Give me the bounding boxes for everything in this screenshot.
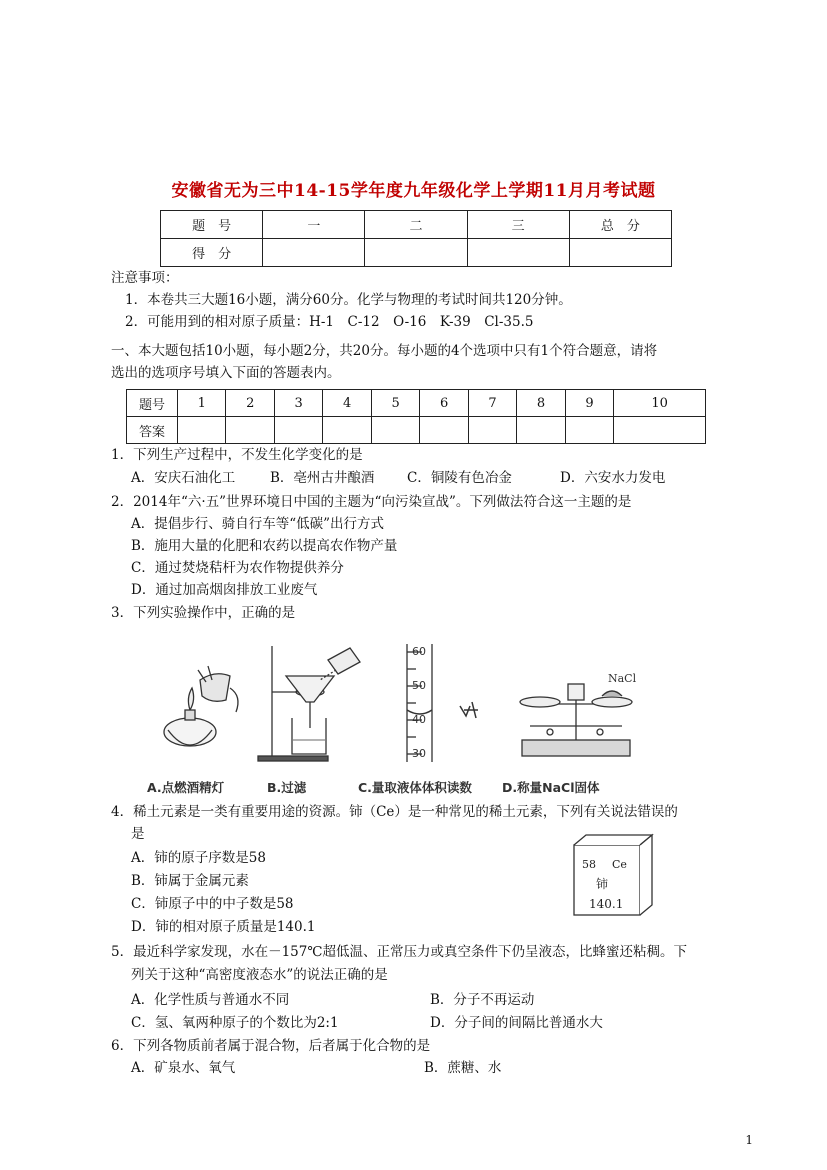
q6-option-a: A．矿泉水、氧气 (131, 1060, 236, 1076)
answer-input-cell[interactable] (517, 417, 565, 444)
answer-input-cell[interactable] (178, 417, 226, 444)
element-mass: 140.1 (589, 897, 624, 911)
cylinder-tick-40: 40 (412, 713, 426, 726)
q2-option-a: A．提倡步行、骑自行车等“低碳”出行方式 (131, 516, 385, 532)
alcohol-lamp-illustration (164, 666, 238, 746)
element-name: 铈 (596, 877, 609, 891)
answer-number: 3 (274, 390, 322, 417)
note-2: 2．可能用到的相对原子质量：H-1 C-12 O-16 K-39 Cl-35.5 (125, 314, 534, 330)
answer-table-row (127, 417, 706, 444)
cylinder-tick-50: 50 (412, 679, 426, 692)
q5-option-c: C．氢、氧两种原子的个数比为2:1 (131, 1015, 339, 1031)
graduated-cylinder-illustration (407, 644, 478, 762)
score-table-header-row (161, 211, 672, 239)
answer-input-cell[interactable] (323, 417, 371, 444)
score-cell: 题 号 (161, 211, 263, 239)
caption-a: A.点燃酒精灯 (147, 780, 225, 795)
score-row-label: 得 分 (161, 239, 263, 267)
answer-header-label: 题号 (127, 390, 178, 417)
page-number: 1 (745, 1133, 753, 1147)
answer-input-cell[interactable] (565, 417, 613, 444)
q4-option-b: B．铈属于金属元素 (131, 873, 249, 889)
answer-number: 8 (517, 390, 565, 417)
score-table-row (161, 239, 672, 267)
q5-stem-line1: 5．最近科学家发现，水在－157℃超低温、正常压力或真空条件下仍呈液态，比蜂蜜还粘稠。下 (111, 944, 687, 960)
section1-line2: 选出的选项序号填入下面的答题表内。 (111, 365, 341, 381)
q4-option-c: C．铈原子中的中子数是58 (131, 896, 294, 912)
exam-title: 安徽省无为三中14-15学年度九年级化学上学期11月月考试题 (171, 181, 656, 201)
cylinder-tick-30: 30 (412, 747, 426, 760)
q4-option-d: D．铈的相对原子质量是140.1 (131, 919, 316, 935)
balance-illustration (520, 684, 632, 756)
q2-option-c: C．通过焚烧秸杆为农作物提供养分 (131, 560, 344, 576)
answer-table-header-row (127, 390, 706, 417)
q1-option-b: B．亳州古井酿酒 (270, 470, 375, 486)
lab-operations-figure (147, 640, 640, 798)
answer-number: 5 (371, 390, 419, 417)
q1-option-a: A．安庆石油化工 (131, 470, 236, 486)
element-symbol: Ce (612, 858, 627, 871)
answer-number: 1 (178, 390, 226, 417)
element-atomic-number: 58 (582, 858, 596, 871)
caption-c: C.量取液体体积读数 (358, 780, 472, 795)
q4-stem-line2: 是 (131, 826, 145, 842)
element-cell-cerium (570, 833, 656, 917)
answer-number: 10 (614, 390, 706, 417)
nacl-label: NaCl (608, 672, 637, 685)
answer-table (126, 389, 706, 444)
caption-b: B.过滤 (267, 780, 307, 795)
q5-option-d: D．分子间的间隔比普通水大 (430, 1015, 603, 1031)
score-input-cell[interactable] (263, 239, 365, 267)
caption-d: D.称量NaCl固体 (502, 780, 600, 795)
score-cell: 总 分 (569, 211, 671, 239)
note-1: 1．本卷共三大题16小题，满分60分。化学与物理的考试时间共120分钟。 (125, 292, 572, 308)
answer-input-cell[interactable] (420, 417, 468, 444)
score-cell: 一 (263, 211, 365, 239)
score-input-cell[interactable] (365, 239, 467, 267)
answer-number: 7 (468, 390, 516, 417)
q1-option-c: C．铜陵有色冶金 (407, 470, 512, 486)
q2-stem: 2．2014年“六·五”世界环境日中国的主题为“向污染宣战”。下列做法符合这一主题的是 (111, 494, 632, 510)
section1-line1: 一、本大题包括10小题，每小题2分，共20分。每小题的4个选项中只有1个符合题意，请将 (111, 343, 658, 359)
score-cell: 二 (365, 211, 467, 239)
q1-stem: 1．下列生产过程中，不发生化学变化的是 (111, 447, 363, 463)
score-input-cell[interactable] (569, 239, 671, 267)
q4-option-a: A．铈的原子序数是58 (131, 850, 266, 866)
q2-option-b: B．施用大量的化肥和农药以提高农作物产量 (131, 538, 398, 554)
answer-number: 4 (323, 390, 371, 417)
answer-row-label: 答案 (127, 417, 178, 444)
score-table (160, 210, 672, 267)
q3-stem: 3．下列实验操作中，正确的是 (111, 605, 296, 621)
q2-option-d: D．通过加高烟囱排放工业废气 (131, 582, 318, 598)
answer-number: 9 (565, 390, 613, 417)
cylinder-tick-60: 60 (412, 645, 426, 658)
score-cell: 三 (467, 211, 569, 239)
answer-input-cell[interactable] (226, 417, 274, 444)
answer-input-cell[interactable] (274, 417, 322, 444)
answer-number: 2 (226, 390, 274, 417)
q6-option-b: B．蔗糖、水 (424, 1060, 502, 1076)
q5-option-a: A．化学性质与普通水不同 (131, 992, 290, 1008)
answer-input-cell[interactable] (614, 417, 706, 444)
q5-stem-line2: 列关于这种“高密度液态水”的说法正确的是 (131, 967, 388, 983)
q1-option-d: D．六安水力发电 (560, 470, 666, 486)
answer-input-cell[interactable] (468, 417, 516, 444)
notes-heading: 注意事项： (111, 270, 179, 286)
q4-stem-line1: 4．稀土元素是一类有重要用途的资源。铈（Ce）是一种常见的稀土元素，下列有关说法错误的 (111, 804, 678, 820)
answer-input-cell[interactable] (371, 417, 419, 444)
filtration-illustration (258, 646, 360, 761)
score-input-cell[interactable] (467, 239, 569, 267)
q6-stem: 6．下列各物质前者属于混合物，后者属于化合物的是 (111, 1038, 431, 1054)
q5-option-b: B．分子不再运动 (430, 992, 535, 1008)
answer-number: 6 (420, 390, 468, 417)
